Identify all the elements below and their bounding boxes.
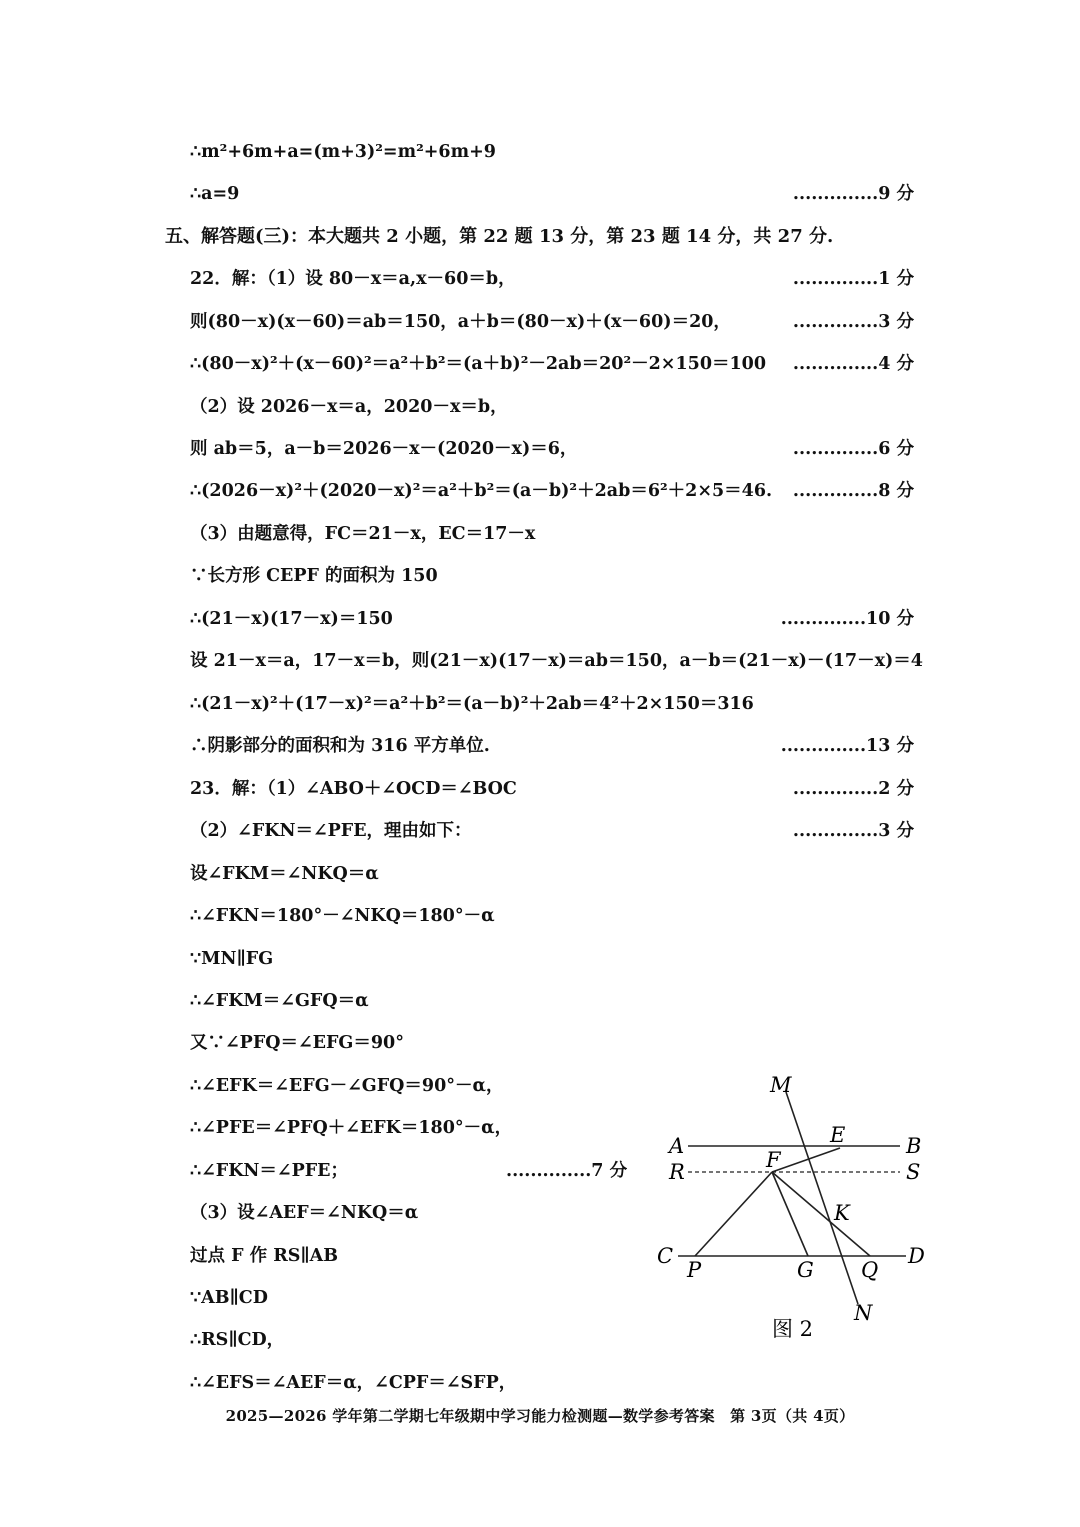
line-text: ∵AB∥CD [190,1288,268,1308]
line-12 [0,607,1080,649]
label-e: E [830,1123,846,1147]
line-text: ∴阴影部分的面积和为 316 平方单位. [190,736,490,756]
score-mark: ..............13 分 [780,736,914,756]
line-14 [0,692,1080,734]
section-heading [0,225,1080,267]
line-text: ∴(2026－x)²＋(2020－x)²＝a²＋b²＝(a－b)²＋2ab＝6²＋2×5＝46. [190,481,773,501]
line-text: ∵长方形 CEPF 的面积为 150 [190,566,438,586]
line-19 [0,904,1080,946]
line-text: ∴(21－x)²＋(17－x)²＝a²＋b²＝(a－b)²＋2ab＝4²＋2×150＝316 [190,694,754,714]
line-13 [0,649,1080,691]
score-mark: ..............3 分 [792,312,914,332]
line-16 [0,777,1080,819]
segment-fq [772,1172,870,1256]
line-text: ∵MN∥FG [190,949,274,969]
line-4 [0,267,1080,309]
label-m: M [770,1073,792,1097]
line-text: （2）设 2026－x＝a，2020－x＝b， [190,397,508,417]
line-text: ∴(21－x)(17－x)＝150 [190,609,393,629]
line-7 [0,395,1080,437]
line-text: ∴a=9 [190,184,240,204]
score-mark: ..............6 分 [792,439,914,459]
line-10 [0,522,1080,564]
line-2 [0,182,1080,224]
label-f: F [766,1148,781,1172]
score-mark: ..............8 分 [792,481,914,501]
line-text: （2）∠FKN＝∠PFE，理由如下： [190,821,472,841]
line-text: 过点 F 作 RS∥AB [190,1246,339,1266]
line-text: 又∵∠PFQ＝∠EFG＝90° [190,1033,404,1053]
score-mark: ..............3 分 [792,821,914,841]
label-d: D [908,1244,925,1268]
label-a: A [669,1134,685,1158]
label-p: P [687,1258,702,1282]
line-text: 设∠FKM＝∠NKQ＝α [190,864,379,884]
score-mark: ..............2 分 [792,779,914,799]
figure-caption: 图 2 [772,1317,814,1341]
line-20 [0,947,1080,989]
score-mark: ..............9 分 [792,184,914,204]
line-5 [0,310,1080,352]
line-11 [0,564,1080,606]
line-text: ∴∠PFE＝∠PFQ＋∠EFK＝180°－α， [190,1118,513,1138]
geometry-figure [648,1068,938,1348]
line-text: （3）设∠AEF＝∠NKQ＝α [190,1203,419,1223]
line-text: ∴(80－x)²＋(x－60)²＝a²＋b²＝(a＋b)²－2ab＝20²－2×150＝100 [190,354,767,374]
line-8 [0,437,1080,479]
line-15 [0,734,1080,776]
score-mark: ..............4 分 [792,354,914,374]
label-b: B [906,1134,922,1158]
line-text: ∴∠FKM＝∠GFQ＝α [190,991,369,1011]
line-text: ∴∠EFK＝∠EFG－∠GFQ＝90°－α， [190,1076,504,1096]
label-s: S [906,1160,921,1184]
section-title: 五、解答题(三)：本大题共 2 小题，第 22 题 13 分，第 23 题 14 分，共 27 分. [165,226,834,247]
line-text: （3）由题意得，FC＝21－x，EC＝17－x [190,524,536,544]
line-text: 23．解：（1）∠ABO＋∠OCD＝∠BOC [190,779,517,799]
score-mark: ..............1 分 [792,269,914,289]
line-17 [0,819,1080,861]
label-k: K [834,1201,850,1225]
line-21 [0,989,1080,1031]
line-text: ∴∠EFS＝∠AEF＝α，∠CPF＝∠SFP， [190,1373,517,1393]
line-text: ∴∠FKN＝180°－∠NKQ＝180°－α [190,906,495,926]
label-r: R [669,1160,685,1184]
line-9 [0,479,1080,521]
page-footer: 2025—2026 学年第二学期七年级期中学习能力检测题—数学参考答案 第 3页（共 4页） [225,1407,855,1425]
line-1 [0,140,1080,182]
score-mark: ..............10 分 [780,609,914,629]
line-text: ∴∠FKN＝∠PFE； [190,1161,349,1181]
line-text: 则 ab＝5，a－b＝2026－x－(2020－x)＝6， [190,439,578,459]
line-text: 设 21－x＝a，17－x＝b，则(21－x)(17－x)＝ab＝150，a－b＝(21－x)－(17－x)＝4 [190,651,923,671]
segment-fg [772,1172,808,1256]
line-text: ∴m²+6m+a=(m+3)²=m²+6m+9 [190,142,496,162]
label-q: Q [861,1258,879,1282]
score-mark: ..............7 分 [506,1161,628,1181]
line-6 [0,352,1080,394]
line-text: ∴RS∥CD， [190,1330,285,1350]
label-g: G [797,1258,814,1282]
segment-fp [695,1172,772,1256]
line-text: 则(80－x)(x－60)＝ab＝150，a＋b＝(80－x)＋(x－60)＝20， [190,312,731,332]
label-n: N [854,1301,873,1325]
line-text: 22．解：（1）设 80－x＝a,x－60＝b， [190,269,516,289]
line-18 [0,862,1080,904]
label-c: C [657,1244,674,1268]
line-22 [0,1031,1080,1073]
